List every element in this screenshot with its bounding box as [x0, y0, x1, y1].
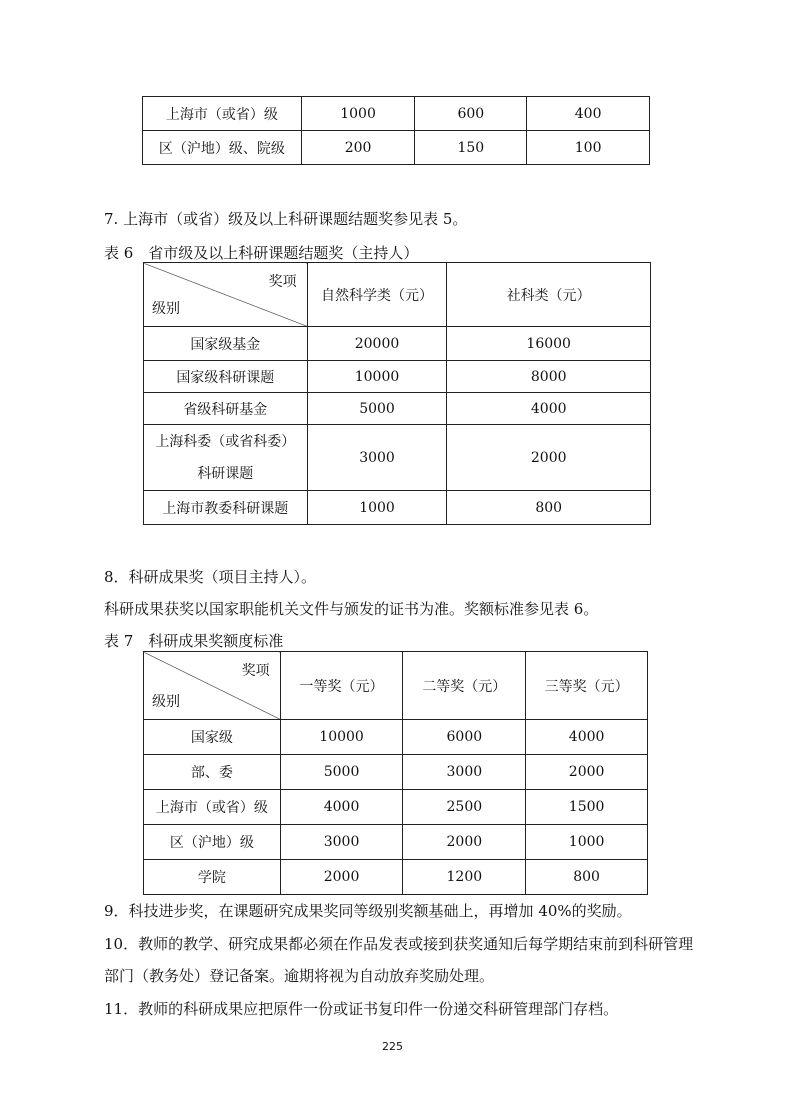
paragraph-10-line1: 10．教师的教学、研究成果都必须在作品发表或接到获奖通知后每学期结束前到科研管理 [104, 935, 694, 953]
value-cell: 2000 [526, 755, 648, 790]
value-cell: 400 [527, 97, 650, 131]
value-cell: 5000 [280, 755, 403, 790]
value-cell: 5000 [307, 393, 447, 425]
value-cell: 2000 [403, 825, 526, 860]
value-cell: 800 [447, 491, 651, 525]
level-cell: 区（沪地）级 [144, 825, 281, 860]
level-cell: 国家级 [144, 720, 281, 755]
level-cell [144, 425, 308, 491]
paragraph-11: 11．教师的科研成果应把原件一份或证书复印件一份递交科研管理部门存档。 [104, 1000, 619, 1018]
value-cell: 4000 [280, 790, 403, 825]
corner-label-level: 级别 [152, 694, 180, 710]
value-cell: 3000 [307, 425, 447, 491]
value-cell: 2000 [447, 425, 651, 491]
level-cell: 省级科研基金 [144, 393, 308, 425]
value-cell: 1500 [526, 790, 648, 825]
corner-label-level: 级别 [152, 301, 180, 317]
table7 [143, 651, 648, 895]
table-row [144, 393, 651, 425]
paragraph-7: 7. 上海市（或省）级及以上科研课题结题奖参见表 5。 [104, 210, 468, 228]
level-cell: 学院 [144, 860, 281, 895]
value-cell: 200 [301, 131, 415, 165]
level-cell: 国家级基金 [144, 327, 308, 361]
table-row [144, 361, 651, 393]
column-header: 一等奖（元） [280, 652, 403, 720]
column-header: 自然科学类（元） [307, 263, 447, 327]
diagonal-header-cell [144, 263, 308, 327]
level-line: 科研课题 [197, 465, 254, 482]
paragraph-8-body: 科研成果获奖以国家职能机关文件与颁发的证书为准。奖额标准参见表 6。 [104, 600, 599, 618]
value-cell: 20000 [307, 327, 447, 361]
table5-continuation [142, 96, 650, 165]
value-cell: 4000 [447, 393, 651, 425]
table-header-row [144, 263, 651, 327]
value-cell: 16000 [447, 327, 651, 361]
value-cell: 100 [527, 131, 650, 165]
value-cell: 600 [415, 97, 527, 131]
value-cell: 3000 [280, 825, 403, 860]
level-cell: 上海市（或省）级 [143, 97, 302, 131]
column-header: 二等奖（元） [403, 652, 526, 720]
paragraph-9: 9．科技进步奖，在课题研究成果奖同等级别奖额基础上，再增加 40%的奖励。 [104, 902, 632, 920]
value-cell: 1000 [526, 825, 648, 860]
value-cell: 2000 [280, 860, 403, 895]
paragraph-10-line2: 部门（教务处）登记备案。逾期将视为自动放弃奖励处理。 [104, 967, 495, 985]
diagonal-header-cell [144, 652, 281, 720]
level-cell: 国家级科研课题 [144, 361, 308, 393]
table-row [144, 720, 648, 755]
table-header-row [144, 652, 648, 720]
value-cell: 1000 [301, 97, 415, 131]
corner-label-award: 奖项 [241, 663, 270, 679]
column-header: 三等奖（元） [526, 652, 648, 720]
value-cell: 10000 [307, 361, 447, 393]
corner-label-award: 奖项 [268, 274, 297, 290]
value-cell: 10000 [280, 720, 403, 755]
level-cell: 区（沪地）级、院级 [143, 131, 302, 165]
value-cell: 1200 [403, 860, 526, 895]
table-row [144, 491, 651, 525]
page-number: 225 [382, 1040, 403, 1053]
level-line: 上海科委（或省科委） [155, 433, 296, 450]
table-row [144, 425, 651, 491]
table-row [144, 860, 648, 895]
value-cell: 800 [526, 860, 648, 895]
level-cell: 上海市教委科研课题 [144, 491, 308, 525]
value-cell: 2500 [403, 790, 526, 825]
value-cell: 6000 [403, 720, 526, 755]
table7-caption: 表 7 科研成果奖额度标准 [104, 632, 284, 650]
table-row [144, 755, 648, 790]
column-header: 社科类（元） [447, 263, 651, 327]
value-cell: 1000 [307, 491, 447, 525]
table-row [143, 131, 650, 165]
value-cell: 3000 [403, 755, 526, 790]
paragraph-8-title: 8．科研成果奖（项目主持人）。 [104, 568, 317, 586]
value-cell: 150 [415, 131, 527, 165]
table-row [143, 97, 650, 131]
table-row [144, 790, 648, 825]
table6-caption: 表 6 省市级及以上科研课题结题奖（主持人） [104, 244, 419, 262]
table6 [143, 262, 651, 525]
table-row [144, 327, 651, 361]
level-cell: 部、委 [144, 755, 281, 790]
level-cell: 上海市（或省）级 [144, 790, 281, 825]
value-cell: 4000 [526, 720, 648, 755]
table-row [144, 825, 648, 860]
value-cell: 8000 [447, 361, 651, 393]
